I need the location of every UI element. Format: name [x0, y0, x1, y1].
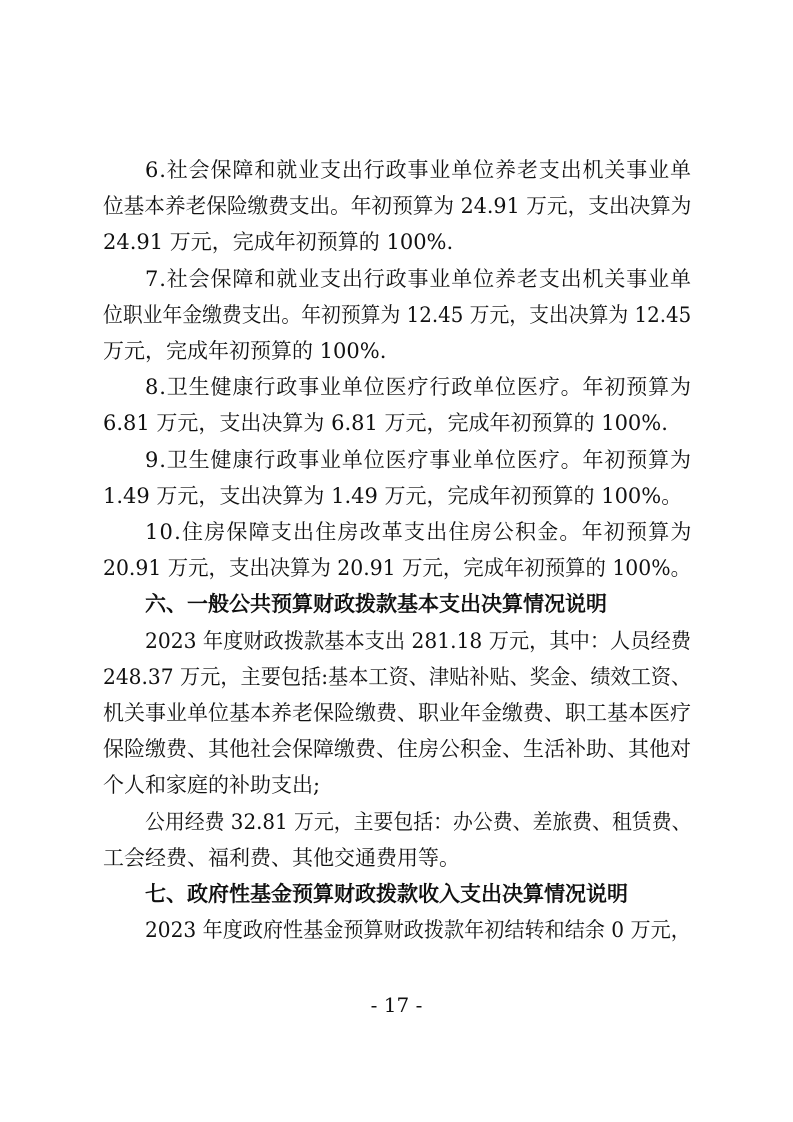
- text-line: 24.91 万元，完成年初预算的 100%.: [103, 230, 454, 254]
- text-line: 位职业年金缴费支出。年初预算为 12.45 万元，支出决算为 12.45: [103, 303, 692, 327]
- text-line: 工会经费、福利费、其他交通费用等。: [103, 846, 460, 870]
- heading-line: 七、政府性基金预算财政拨款收入支出决算情况说明: [145, 882, 628, 906]
- text-line: 机关事业单位基本养老保险缴费、职业年金缴费、职工基本医疗: [103, 701, 691, 725]
- text-line: 1.49 万元，支出决算为 1.49 万元，完成年初预算的 100%。: [103, 484, 683, 508]
- text-line: 10.住房保障支出住房改革支出住房公积金。年初预算为: [145, 520, 693, 544]
- page-number: - 17 -: [370, 993, 423, 1017]
- text-line: 6.81 万元，支出决算为 6.81 万元，完成年初预算的 100%.: [103, 411, 668, 435]
- text-line: 位基本养老保险缴费支出。年初预算为 24.91 万元，支出决算为: [103, 194, 692, 218]
- text-line: 20.91 万元，支出决算为 20.91 万元，完成年初预算的 100%。: [103, 556, 691, 580]
- text-line: 公用经费 32.81 万元，主要包括：办公费、差旅费、租赁费、: [145, 810, 692, 834]
- text-line: 9.卫生健康行政事业单位医疗事业单位医疗。年初预算为: [145, 448, 692, 472]
- text-line: 万元，完成年初预算的 100%.: [103, 339, 387, 363]
- text-line: 7.社会保障和就业支出行政事业单位养老支出机关事业单: [145, 267, 692, 291]
- text-line: 保险缴费、其他社会保障缴费、住房公积金、生活补助、其他对: [103, 737, 691, 761]
- text-line: 2023 年度财政拨款基本支出 281.18 万元，其中：人员经费: [145, 629, 691, 653]
- heading-line: 六、一般公共预算财政拨款基本支出决算情况说明: [145, 592, 607, 616]
- text-line: 248.37 万元，主要包括:基本工资、津贴补贴、奖金、绩效工资、: [103, 665, 692, 689]
- text-line: 6.社会保障和就业支出行政事业单位养老支出机关事业单: [145, 158, 692, 182]
- text-line: 8.卫生健康行政事业单位医疗行政单位医疗。年初预算为: [145, 375, 692, 399]
- text-line: 2023 年度政府性基金预算财政拨款年初结转和结余 0 万元，: [145, 918, 691, 942]
- text-line: 个人和家庭的补助支出;: [103, 773, 321, 797]
